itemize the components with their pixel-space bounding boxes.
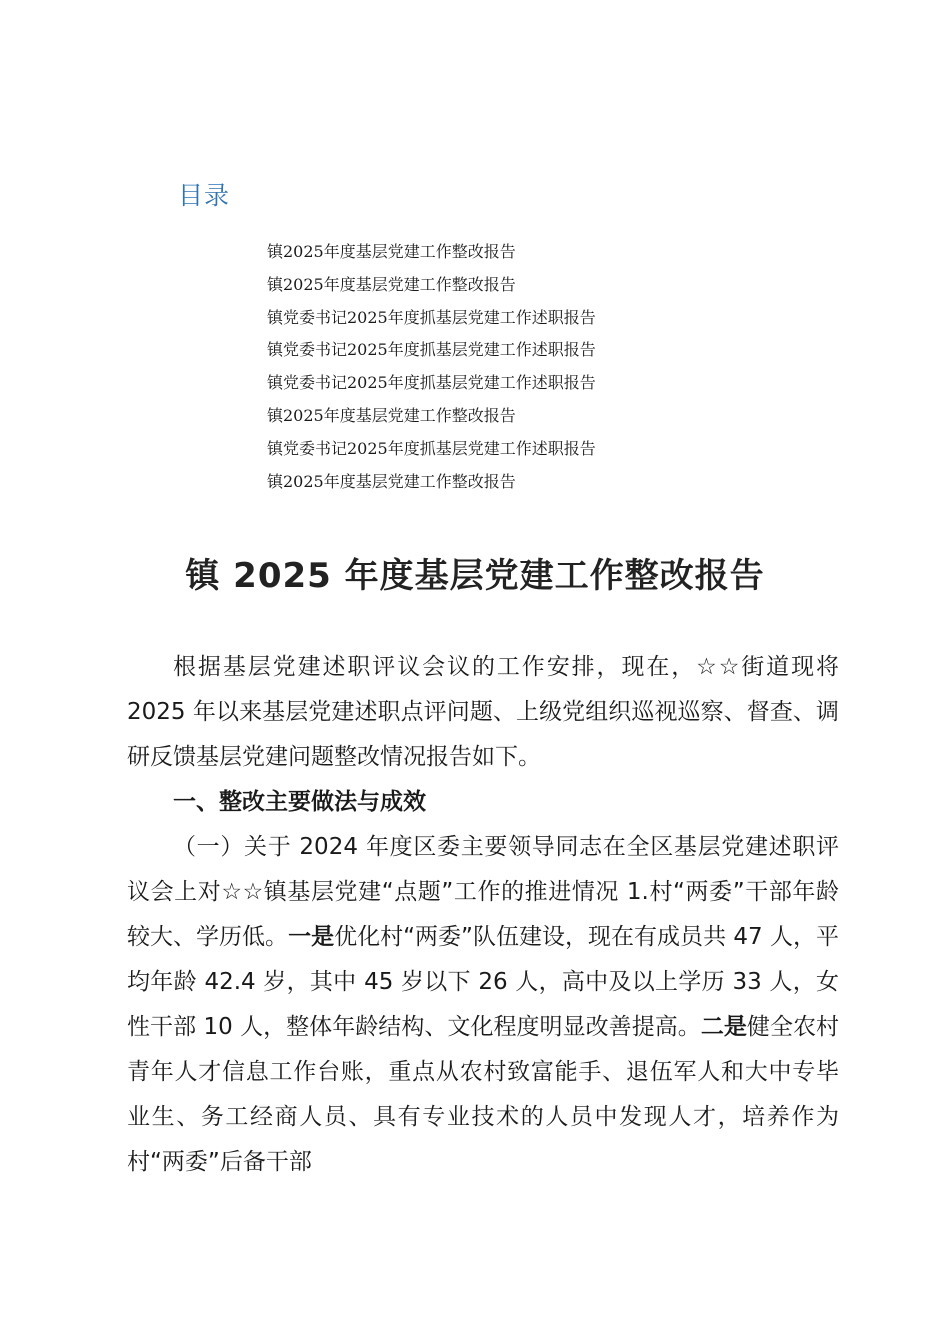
document-title: 镇 2025 年度基层党建工作整改报告	[185, 556, 765, 596]
toc-item[interactable]: 镇党委书记2025年度抓基层党建工作述职报告	[267, 438, 596, 458]
toc-item[interactable]: 镇党委书记2025年度抓基层党建工作述职报告	[267, 307, 596, 327]
toc-list	[267, 236, 596, 498]
toc-item[interactable]: 镇党委书记2025年度抓基层党建工作述职报告	[267, 340, 596, 360]
toc-item[interactable]: 镇2025年度基层党建工作整改报告	[267, 274, 516, 294]
emphasis-lead: 二是	[700, 1014, 747, 1040]
intro-paragraph: 根据基层党建述职评议会议的工作安排，现在，☆☆街道现将 2025 年以来基层党建述职点评问题、上级党组织巡视巡察、督查、调研反馈基层党建问题整改情况报告如下。	[127, 654, 839, 770]
toc-item[interactable]: 镇2025年度基层党建工作整改报告	[267, 242, 516, 261]
paragraph-text: （一）关于 2024 年度区委主要领导同志在全区基层党建述职评议会上对☆☆镇基层党建“点题”工作的推进情况 1.村“两委”干部年龄较大、学历低。	[127, 834, 839, 950]
document-body	[127, 645, 839, 1185]
toc-heading: 目录	[178, 181, 231, 210]
paragraph-text: 优化村“两委”队伍建设，现在有成员共 47 人，平均年龄 42.4 岁，其中 45 岁以下 26 人，高中及以上学历 33 人，女性干部 10 人，整体年龄结构、文化程度明显改善提高。	[127, 924, 840, 1040]
emphasis-lead: 一是	[288, 924, 335, 950]
paragraph-text: 健全农村青年人才信息工作台账，重点从农村致富能手、退伍军人和大中专毕业生、务工经商人员、具有专业技术的人员中发现人才，培养作为村“两委”后备干部	[127, 1014, 840, 1175]
toc-item[interactable]: 镇2025年度基层党建工作整改报告	[267, 405, 516, 425]
section-heading: 一、整改主要做法与成效	[173, 789, 426, 815]
body-paragraph	[127, 825, 839, 1185]
toc-item[interactable]: 镇党委书记2025年度抓基层党建工作述职报告	[267, 373, 596, 393]
toc-item[interactable]: 镇2025年度基层党建工作整改报告	[267, 471, 516, 491]
